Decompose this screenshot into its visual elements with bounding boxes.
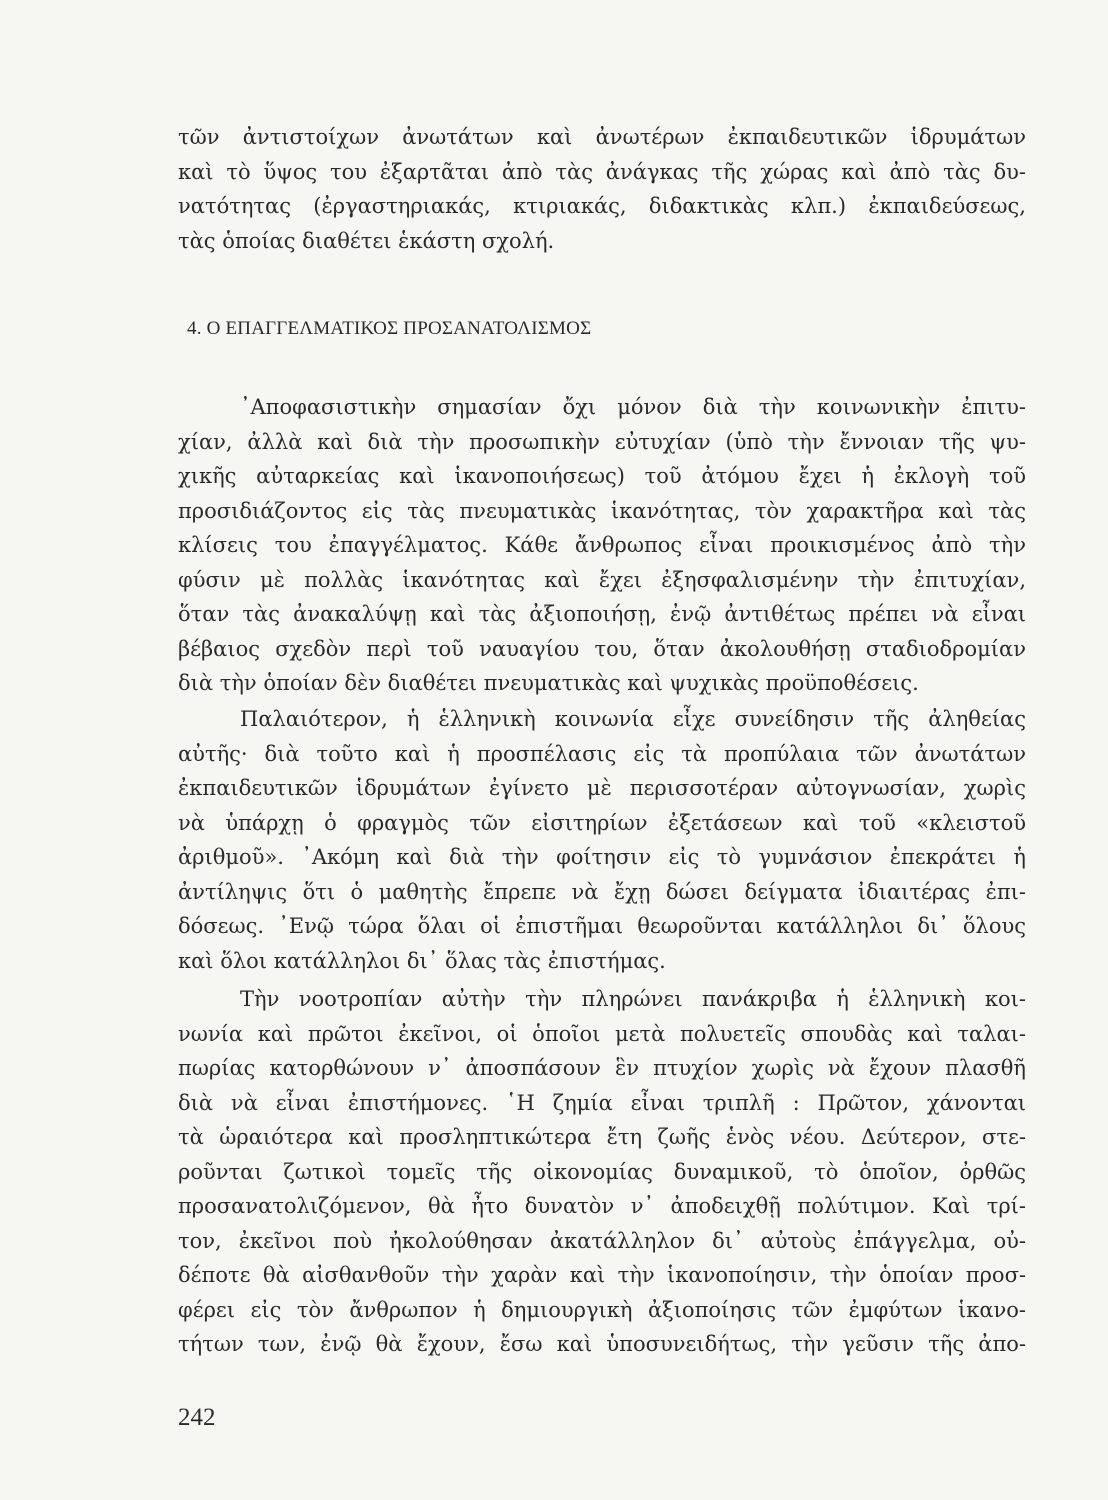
text-line: χικῆς αὐταρκείας καὶ ἱκανοποιήσεως) τοῦ ἀτόμου ἔχει ἡ ἐκλογὴ τοῦ <box>178 464 1026 488</box>
text-line: διὰ τὴν ὁποίαν δὲν διαθέτει πνευματικὰς καὶ ψυχικὰς προϋποθέσεις. <box>178 671 919 695</box>
paragraph-continuation <box>178 120 1026 258</box>
text-line: νὰ ὑπάρχῃ ὁ φραγμὸς τῶν εἰσιτηρίων ἐξετάσεων καὶ τοῦ «κλειστοῦ <box>178 810 1026 835</box>
paragraph-mentality <box>178 982 1026 1362</box>
text-line: καὶ τὸ ὕψος του ἐξαρτᾶται ἀπὸ τὰς ἀνάγκας τῆς χώρας καὶ ἀπὸ τὰς δυ- <box>178 159 1026 184</box>
paragraph-formerly <box>178 702 1026 978</box>
text-line: νωνία καὶ πρῶτοι ἐκεῖνοι, οἱ ὁποῖοι μετὰ πολυετεῖς σπουδὰς καὶ ταλαι- <box>178 1021 1026 1046</box>
page-number: 242 <box>178 1404 216 1431</box>
text-line: κλίσεις του ἐπαγγέλματος. Κάθε ἄνθρωπος εἶναι προικισμένος ἀπὸ τὴν <box>178 533 1026 557</box>
text-line: διὰ νὰ εἶναι ἐπιστήμονες. ῾Η ζημία εἶναι τριπλῆ : Πρῶτον, χάνονται <box>178 1090 1026 1115</box>
text-line: αὐτῆς· διὰ τοῦτο καὶ ἡ προσπέλασις εἰς τὰ προπύλαια τῶν ἀνωτάτων <box>178 741 1026 766</box>
text-line: Παλαιότερον, ἡ ἑλληνικὴ κοινωνία εἶχε συνείδησιν τῆς ἀληθείας <box>240 707 1026 731</box>
text-line: χίαν, ἀλλὰ καὶ διὰ τὴν προσωπικὴν εὐτυχίαν (ὑπὸ τὴν ἔννοιαν τῆς ψυ- <box>178 429 1026 454</box>
text-line: τὰς ὁποίας διαθέτει ἑκάστη σχολή. <box>178 228 555 253</box>
text-line: τὰ ὡραιότερα καὶ προσληπτικώτερα ἔτη ζωῆς ἑνὸς νέου. Δεύτερον, στε- <box>178 1125 1026 1149</box>
text-line: τήτων των, ἐνῷ θὰ ἔχουν, ἔσω καὶ ὑποσυνειδήτως, τὴν γεῦσιν τῆς ἀπο- <box>178 1332 1026 1356</box>
text-line: ἀντίληψις ὅτι ὁ μαθητὴς ἔπρεπε νὰ ἔχῃ δώσει δείγματα ἰδιαιτέρας ἐπι- <box>178 879 1026 904</box>
text-line: δέποτε θὰ αἰσθανθοῦν τὴν χαρὰν καὶ τὴν ἱκανοποίησιν, τὴν ὁποίαν προσ- <box>178 1263 1026 1287</box>
text-line: ᾿Αποφασιστικὴν σημασίαν ὄχι μόνον διὰ τὴν κοινωνικὴν ἐπιτυ- <box>240 395 1026 419</box>
text-line: φύσιν μὲ πολλὰς ἱκανότητας καὶ ἔχει ἐξησφαλισμένην τὴν ἐπιτυχίαν, <box>178 567 1026 592</box>
text-line: καὶ ὅλοι κατάλληλοι δι᾿ ὅλας τὰς ἐπιστήμας. <box>178 948 666 973</box>
paragraph-career-guidance <box>178 390 1026 701</box>
text-line: τῶν ἀντιστοίχων ἀνωτάτων καὶ ἀνωτέρων ἐκπαιδευτικῶν ἱδρυμάτων <box>178 125 1026 149</box>
section-heading: 4. Ο ΕΠΑΓΓΕΛΜΑΤΙΚΟΣ ΠΡΟΣΑΝΑΤΟΛΙΣΜΟΣ <box>187 318 592 339</box>
text-line: ἀριθμοῦ». ᾿Ακόμη καὶ διὰ τὴν φοίτησιν εἰς τὸ γυμνάσιον ἐπεκράτει ἡ <box>178 845 1026 869</box>
text-line: τον, ἐκεῖνοι ποὺ ἠκολούθησαν ἀκατάλληλον δι᾿ αὐτοὺς ἐπάγγελμα, οὐ- <box>178 1228 1026 1253</box>
text-line: προσανατολιζόμενον, θὰ ἦτο δυνατὸν ν᾿ ἀποδειχθῇ πολύτιμον. Καὶ τρί- <box>178 1194 1026 1218</box>
text-line: βέβαιος σχεδὸν περὶ τοῦ ναυαγίου του, ὅταν ἀκολουθήσῃ σταδιοδρομίαν <box>178 636 1026 661</box>
text-line: προσιδιάζοντος εἰς τὰς πνευματικὰς ἱκανότητας, τὸν χαρακτῆρα καὶ τὰς <box>178 498 1026 523</box>
text-line: ὅταν τὰς ἀνακαλύψῃ καὶ τὰς ἀξιοποιήσῃ, ἐνῷ ἀντιθέτως πρέπει νὰ εἶναι <box>178 602 1026 626</box>
text-line: πωρίας κατορθώνουν ν᾿ ἀποσπάσουν ἓν πτυχίον χωρὶς νὰ ἔχουν πλασθῆ <box>178 1056 1026 1080</box>
text-line: ροῦνται ζωτικοὶ τομεῖς τῆς οἰκονομίας δυναμικοῦ, τὸ ὁποῖον, ὀρθῶς <box>178 1159 1026 1184</box>
text-line: φέρει εἰς τὸν ἄνθρωπον ἡ δημιουργικὴ ἀξιοποίησις τῶν ἐμφύτων ἱκανο- <box>178 1297 1026 1322</box>
text-line: Τὴν νοοτροπίαν αὐτὴν τὴν πληρώνει πανάκριβα ἡ ἑλληνικὴ κοι- <box>240 987 1026 1011</box>
text-line: ἐκπαιδευτικῶν ἱδρυμάτων ἐγίνετο μὲ περισσοτέραν αὐτογνωσίαν, χωρὶς <box>178 776 1026 800</box>
text-line: νατότητας (ἐργαστηριακάς, κτιριακάς, διδακτικὰς κλπ.) ἐκπαιδεύσεως, <box>178 194 1026 218</box>
text-line: δόσεως. ᾿Ενῷ τώρα ὅλαι οἱ ἐπιστῆμαι θεωροῦνται κατάλληλοι δι᾿ ὅλους <box>178 914 1026 938</box>
